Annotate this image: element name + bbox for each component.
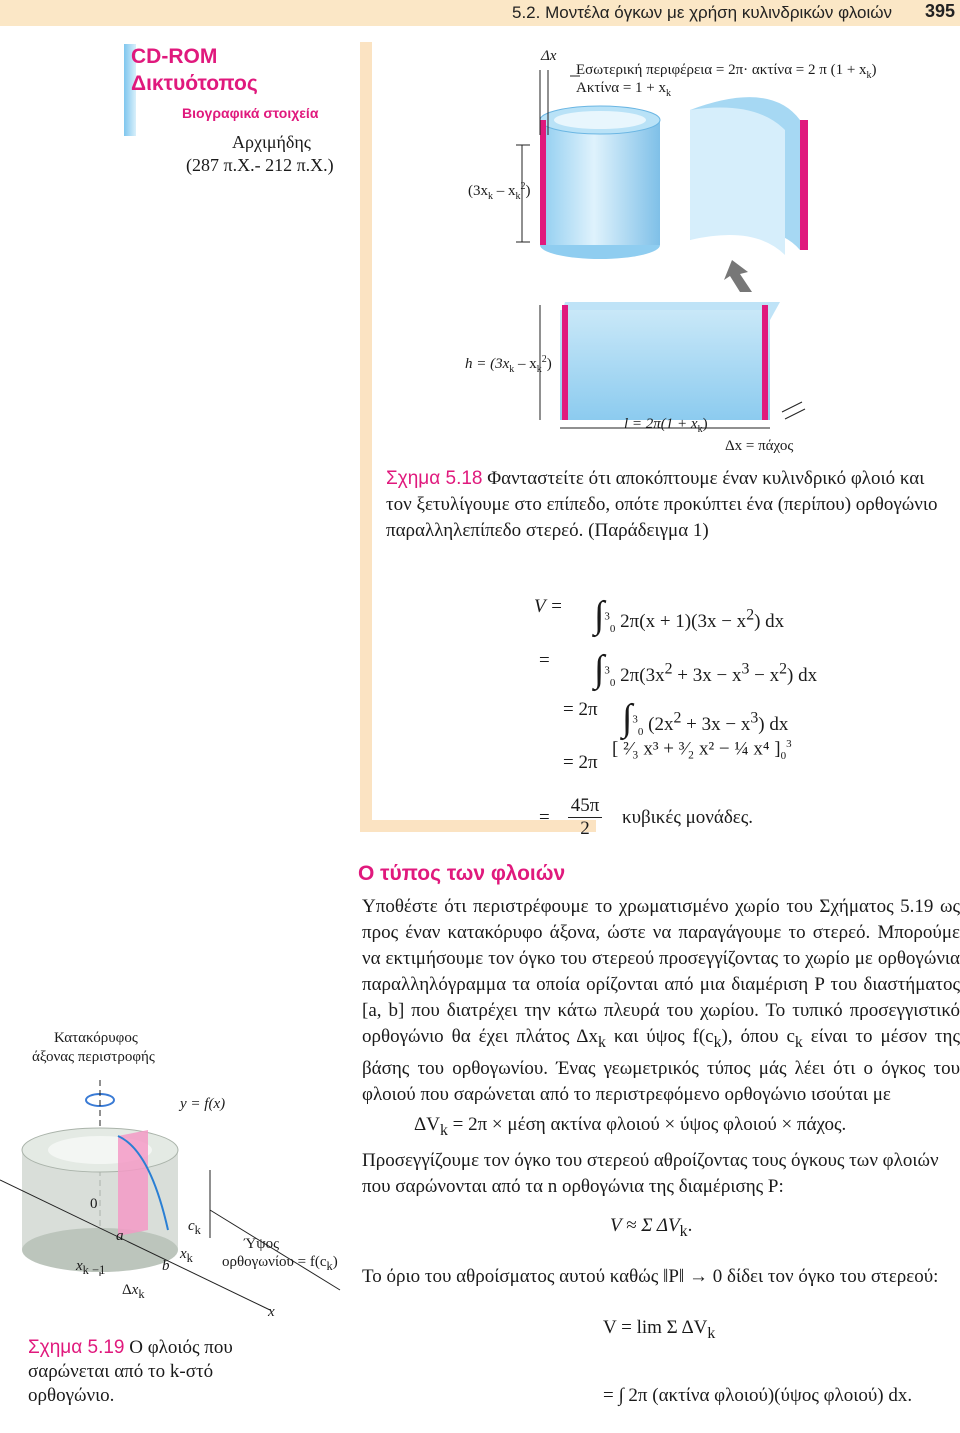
person-dates: (287 π.Χ.- 212 π.Χ.): [186, 155, 334, 175]
eq-line-2: ∫$^3_0$ $2\pi(3x^2 + 3x - x^3 - x^2)$ dx: [594, 648, 818, 690]
shell-figure-5-19: [0, 1080, 360, 1320]
x-axis-label: x: [268, 1304, 275, 1320]
running-head: 5.2. Μοντέλα όγκων με χρήση κυλινδρικών φλοιών: [512, 3, 893, 22]
shell-unroll-figure: [440, 40, 840, 460]
down-arrow-icon: [724, 260, 752, 292]
eq-line-4: [ ²⁄₃ x³ + ³⁄₂ x² − ¼ x⁴ ]$_0^3$: [612, 738, 792, 763]
eq-volume-label: V =: [534, 596, 563, 617]
paragraph-1: Υποθέστε ότι περιστρέφουμε το χρωματισμένο χωρίο του Σχήματος 5.19 ως προς έναν κατακόρυφο άξονα, ώστε να παραγάγουμε το στερεό. Μπορούμε να εκτιμήσουμε τον όγκο του στερεού προσεγγίζοντας το χωρίο με ορθογώνια παραλληλόγραμμα τα οποία ορίζονται από μια διαμέριση P του διαστήματος [a, b] που διατρέχει την κάτω πλευρά του χωρίου. Το τυπικό προσεγγιστικό ορθογώνιο θα έχει πλάτος $\Delta x_k$ και ύψος $f(c_k)$, όπου $c_k$ είναι το μέσον της βάσης του ορθογωνίου. Ένας γεωμετρικός τύπος μάς λέει ότι ο όγκος του φλοιού που σαρώνεται από το περιστρεφόμενο ορθογώνιο ισούται με: [362, 896, 960, 1105]
cdrom-label: CD-ROM: [131, 45, 218, 68]
biography-label: Βιογραφικά στοιχεία: [182, 105, 319, 121]
eq-line-2-equals: =: [539, 650, 550, 671]
height-label: $(3x_k - x_k^2)$: [468, 181, 531, 202]
slab-length-label: $l = 2\pi(1 + x_k)$: [624, 416, 708, 435]
eq-line-4-lhs: = 2π: [563, 752, 598, 773]
thickness-label: Δx = πάχος: [725, 438, 794, 454]
person-name: Αρχιμήδης: [232, 132, 311, 152]
paragraph-2: Προσεγγίζουμε τον όγκο του στερεού αθροίζοντας τους όγκους των φλοιών που σαρώνονται από τα n ορθογώνια της διαμέρισης P:: [362, 1150, 939, 1197]
cut-shell: [690, 97, 808, 255]
figure-5-19-caption: Σχημα 5.19 Ο φλοιός που σαρώνεται από το k-στό ορθογώνιο.: [28, 1337, 233, 1406]
b-label: b: [162, 1258, 170, 1274]
page-number: 395: [925, 1, 956, 21]
shell-formula-eq: = ∫ 2π (ακτίνα φλοιού)(ύψος φλοιού) dx.: [603, 1385, 913, 1406]
y-f-label: y = f(x): [180, 1096, 226, 1112]
eq-result-fraction: 45π 2: [568, 795, 602, 840]
eq-line-3-lhs: = 2π: [563, 699, 598, 720]
limit-eq: V = lim Σ $\Delta V_k$: [603, 1317, 716, 1342]
inner-circumference-label: Εσωτερική περιφέρεια = 2π· ακτίνα = 2 π $(1 + x_k)$: [576, 62, 877, 81]
paragraph-3: Το όριο του αθροίσματος αυτού καθώς ‖P‖ → 0 δίδει τον όγκο του στερεού:: [362, 1266, 939, 1287]
figure-5-18-caption: Σχημα 5.18 Φανταστείτε ότι αποκόπτουμε έναν κυλινδρικό φλοιό και τον ξετυλίγουμε στο επίπεδο, οπότε προκύπτει ένα (περίπου) ορθογώνιο παραλληλεπίπεδο στερεό. (Παράδειγμα 1): [386, 468, 938, 541]
height-label-2: $o\rho\theta o\gamma\omega\nu ίo\upsilon = f(c_k)$: [222, 1254, 338, 1273]
example-bracket-horizontal: [360, 820, 596, 832]
zero-label: 0: [90, 1196, 98, 1212]
shell-volume-eq: $\Delta V_k = 2\pi \times \mu έ\sigma\eta$ ακτίνα φλοιού × ύψος φλοιού × πάχος.: [414, 1114, 847, 1139]
ck-label: $c_k$: [188, 1218, 201, 1237]
a-label: a: [116, 1228, 124, 1244]
dx-label: Δx: [541, 48, 557, 64]
axis-label-line1: Κατακόρυφος: [54, 1030, 138, 1046]
radius-label: $A\kappa\tau ί\nu\alpha = 1 + x_k$: [576, 80, 672, 99]
website-label: Δικτυότοπος: [131, 72, 258, 95]
axis-label-line2: άξονας περιστροφής: [32, 1049, 155, 1065]
slab-height-label: $h = (3x_k - x_k^2)$: [465, 354, 552, 375]
unrolled-slab: [560, 302, 780, 420]
full-shell-cylinder: [540, 106, 660, 259]
example-bracket-vertical: [360, 42, 372, 832]
eq-units: κυβικές μονάδες.: [622, 807, 754, 828]
eq-line-1: ∫$^3_0$ $2\pi(x + 1)(3x - x^2)$ dx: [594, 594, 785, 636]
section-title: Ο τύπος των φλοιών: [358, 862, 566, 885]
eq-line-5-equals: =: [539, 807, 550, 828]
xk-1-label: $x_{k -1}$: [76, 1258, 106, 1277]
xk-label: $x_k$: [180, 1246, 193, 1265]
height-label-1: Ύψος: [244, 1236, 280, 1252]
eq-line-3: ∫$^3_0$ $(2x^2 + 3x - x^3)$ dx: [622, 697, 789, 739]
riemann-sum-eq: V ≈ Σ $\Delta V_k$.: [610, 1215, 693, 1240]
dxk-label: $\Delta x_k$: [122, 1282, 145, 1301]
